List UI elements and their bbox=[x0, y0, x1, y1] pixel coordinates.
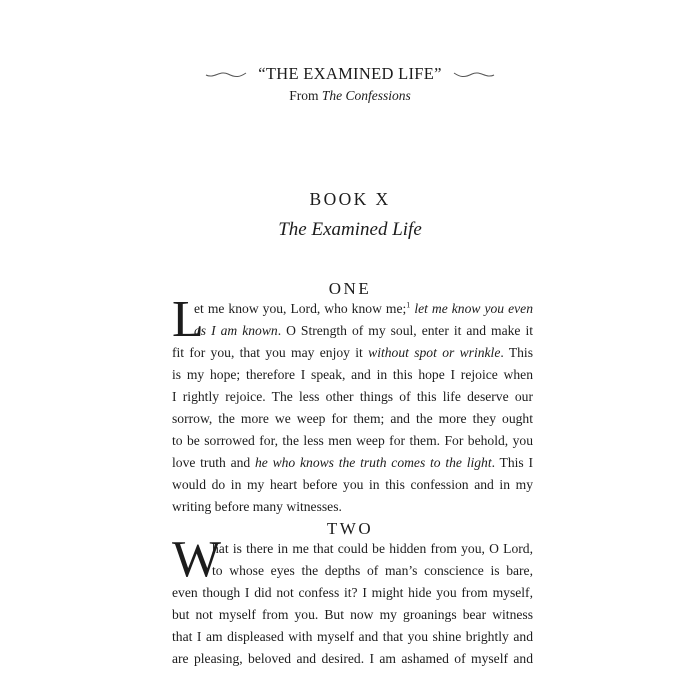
text-line: would do in my heart before you in this confession and in my bbox=[172, 477, 533, 492]
text-line: is my hope; therefore I speak, and in this hope I rejoice when bbox=[172, 367, 533, 382]
text-line: et me know you, Lord, who know me;$^1$ let me know you even bbox=[194, 300, 533, 316]
text-line: but not myself from you. But now my groanings bear witness bbox=[172, 607, 533, 622]
text-line: love truth and he who knows the truth comes to the light. This I bbox=[172, 455, 533, 470]
section-number-two: TWO bbox=[326, 519, 374, 538]
running-head-source bbox=[0, 88, 700, 104]
left-flourish-ornament-icon bbox=[204, 68, 248, 80]
source-work-title: The Confessions bbox=[321, 88, 411, 103]
section-two-paragraph bbox=[172, 531, 533, 670]
book-heading bbox=[0, 189, 700, 241]
text-line: as I am known. O Strength of my soul, enter it and make it bbox=[194, 323, 533, 338]
text-line: fit for you, that you may enjoy it without spot or wrinkle. This bbox=[172, 345, 534, 360]
text-line: sorrow, the more we weep for them; and the more they ought bbox=[172, 411, 533, 426]
running-head-title: “THE EXAMINED LIFE” bbox=[258, 64, 442, 83]
text-line: hat is there in me that could be hidden from you, O Lord, bbox=[212, 541, 533, 556]
text-line: even though I did not confess it? I might hide you from myself, bbox=[172, 585, 533, 600]
section-number-one: ONE bbox=[328, 279, 372, 298]
text-line: to be sorrowed for, the less men weep for them. For behold, you bbox=[172, 433, 533, 448]
text-line: are pleasing, beloved and desired. I am ashamed of myself and bbox=[172, 651, 533, 666]
drop-cap-one: L bbox=[172, 291, 204, 348]
text-line: to whose eyes the depths of man’s conscience is bare, bbox=[212, 563, 533, 578]
book-subtitle: The Examined Life bbox=[278, 219, 422, 240]
drop-cap-two: W bbox=[172, 531, 222, 588]
text-line: that I am displeased with myself and that you shine brightly and bbox=[172, 629, 533, 644]
source-prefix: From bbox=[289, 88, 319, 103]
right-flourish-ornament-icon bbox=[452, 68, 496, 80]
text-line: I rightly rejoice. The less other things of this life deserve our bbox=[172, 389, 533, 404]
book-number: BOOK X bbox=[309, 189, 391, 209]
running-head bbox=[0, 64, 700, 104]
section-one-paragraph bbox=[172, 291, 534, 518]
text-line: writing before many witnesses. bbox=[172, 499, 342, 514]
